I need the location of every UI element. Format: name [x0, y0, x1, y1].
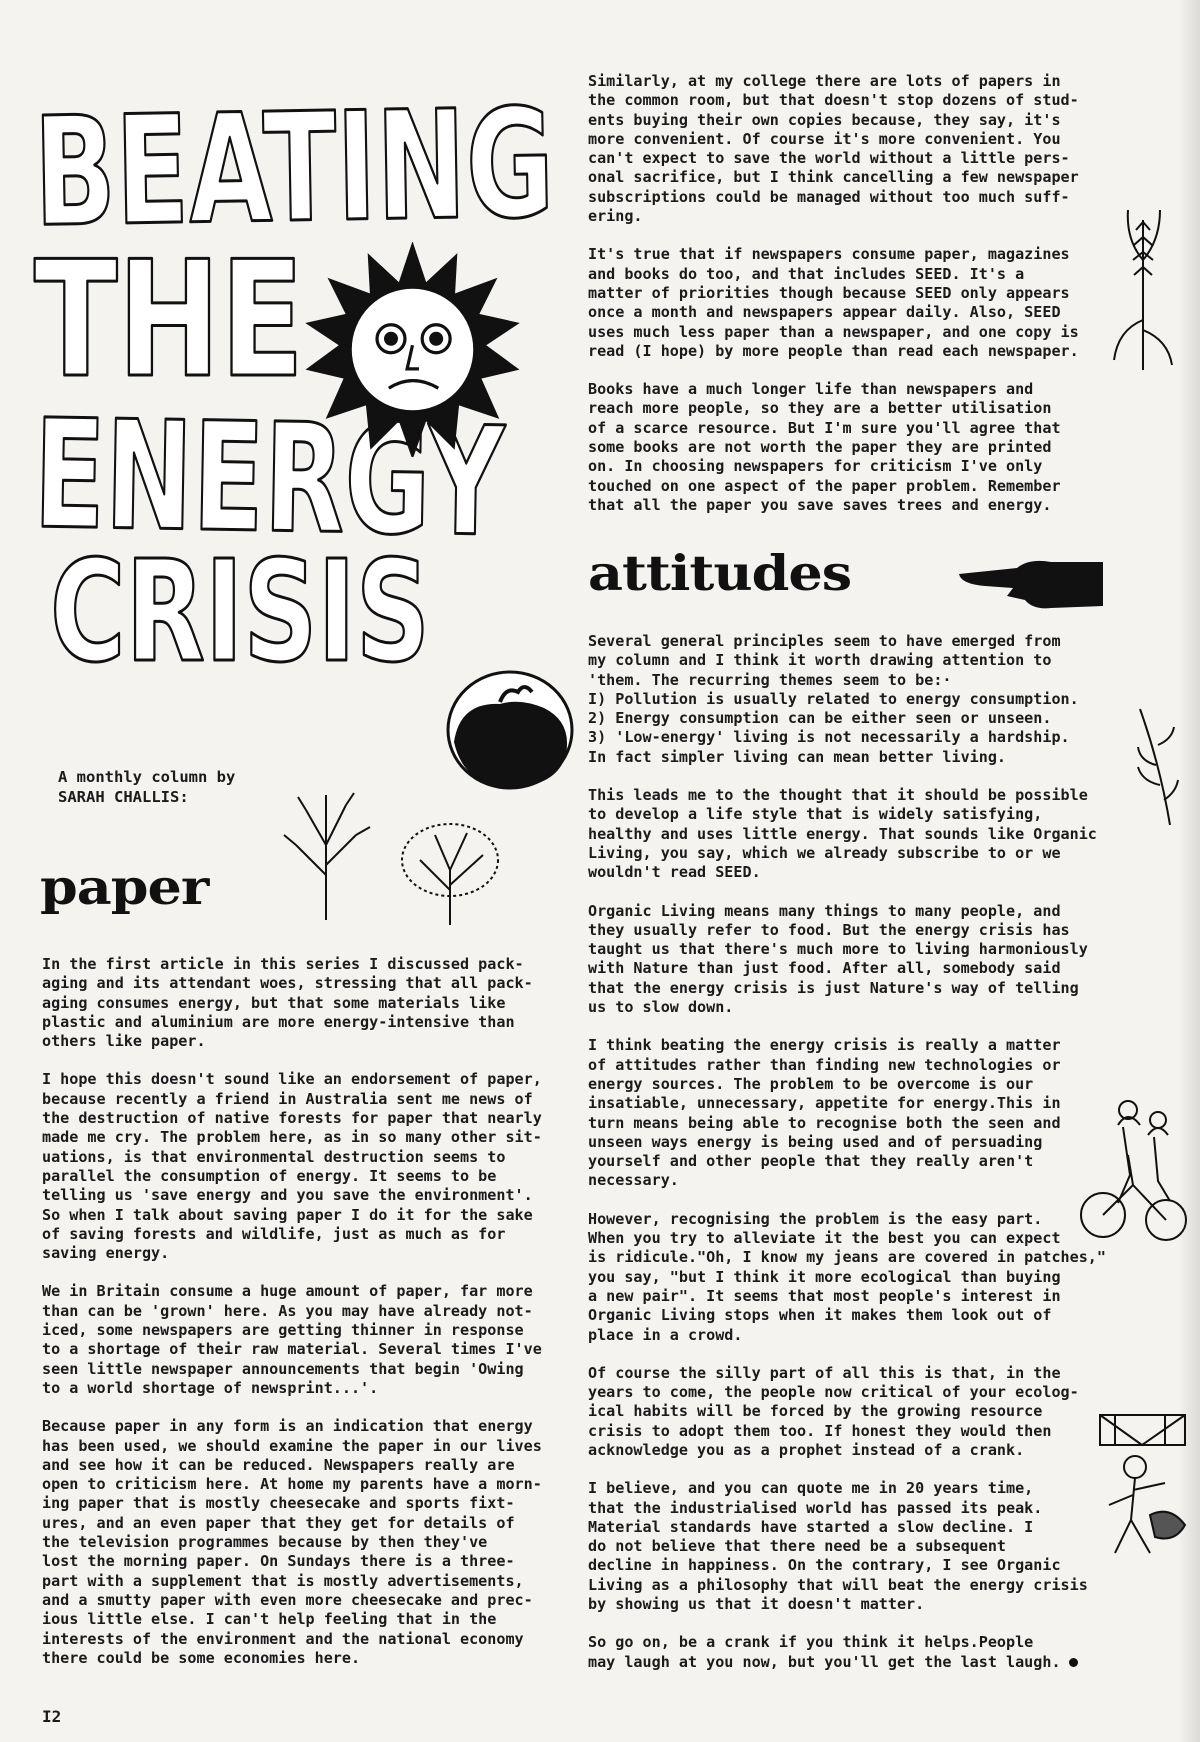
paragraph: Because paper in any form is an indication that energy has been used, we should examine the paper in our lives and see how it can be reduced. Newspapers really are open to criticism here. At home my parents have a morn- ing paper that is mostly cheesecake and sports fixt- ures, and an even paper that they get for details of the television programmes because by then they've lost the morning paper. On Sundays there is a three- part with a supplement that is mostly advertisements, and a smutty paper with even more cheesecake and prec- ious little else. I can't help feeling that in the interests of the environment and the national economy there could be some economies here. [42, 1417, 542, 1667]
paragraph-final [588, 1633, 1128, 1672]
paragraph: It's true that if newspapers consume paper, magazines and books do too, and that includes SEED. It's a matter of priorities though because SEED only appears once a month and newspapers appear daily. Also, SEED uses much less paper than a newspaper, and one copy is read (I hope) by more people than read each newspaper. [588, 245, 1079, 360]
tree-icon [276, 785, 376, 920]
leaf-sprig-icon [1130, 705, 1180, 825]
section-heading-paper: paper [40, 858, 209, 916]
paragraph: Several general principles seem to have emerged from my column and I think it worth drawing attention to 'them. The recurring themes seem to be:· I) Pollution is usually related to energy consumption. 2) Energy consumption can be either seen or unseen. 3) 'Low-energy' living is not necessarily a hardship. In fact simpler living can mean better living. [588, 632, 1079, 766]
sun-face-icon [305, 242, 520, 457]
section-heading-attitudes: attitudes [588, 544, 852, 602]
paragraph: I think beating the energy crisis is really a matter of attitudes rather than finding new technologies or energy sources. The problem to be overcome is our insatiable, unnecessary, appetite for energy.This in turn means being able to recognise both the seen and unseen ways energy is being used and of persuading yourself and other people that they really aren't necessary. [588, 1036, 1061, 1190]
paragraph: However, recognising the problem is the easy part. When you try to alleviate it the best you can expect is ridicule."Oh, I know my jeans are covered in patches," you say, "but I think it more ecological than buying a new pair". It seems that most people's interest in Organic Living stops when it makes them look out of place in a crowd. [588, 1209, 1106, 1344]
headline-line-1: BEATING [32, 73, 600, 261]
pointing-hand-icon [955, 552, 1105, 612]
paragraph: Books have a much longer life than newspapers and reach more people, so they are a better utilisation of a scarce resource. But I'm sure you'll agree that some books are not worth the paper they are printed on. In choosing newspapers for criticism I've only touched on one aspect of the paper problem. Remember that all the paper you save saves trees and energy. [588, 380, 1061, 514]
paragraph: We in Britain consume a huge amount of paper, far more than can be 'grown' here. As you may have already not- iced, some newspapers are getting thinner in response to a shortage of their raw material. Several times I've seen little newspaper announcements that begin 'Owing to a world shortage of newsprint...'. [42, 1282, 542, 1397]
byline: A monthly column by SARAH CHALLIS: [58, 768, 236, 806]
paragraph: In the first article in this series I discussed pack- aging and its attendant woes, stressing that all pack- aging consumes energy, but that some materials like plastic and aluminium are more energy-intensive than others like paper. [42, 955, 533, 1051]
headline-line-3: ENERGY [32, 388, 600, 574]
headline-line-2: THE [34, 226, 304, 413]
page-number: I2 [42, 1707, 62, 1726]
paragraph: Of course the silly part of all this is that, in the years to come, the people now critical of your ecolog- ical habits will be forced by the growing resource crisis to adopt them too. If honest they would then acknowledge you as a prophet instead of a crank. [588, 1363, 1079, 1459]
tree-icon [395, 815, 505, 925]
wheat-icon [1108, 200, 1178, 370]
closing-text: So go on, be a crank if you think it helps.People may laugh at you now, but you'll get the last laugh. [588, 1633, 1061, 1671]
paragraph: I hope this doesn't sound like an endorsement of paper, because recently a friend in Australia sent me news of the destruction of native forests for paper that nearly made me cry. The problem here, as in so many other sit- uations, is that environmental destruction seems to parallel the consumption of energy. It seems to be telling us 'save energy and you save the environment'. So when I talk about saving paper I do it for the sake of saving forests and wildlife, just as much as for saving energy. [42, 1070, 542, 1263]
paragraph: Organic Living means many things to many people, and they usually refer to food. But the energy crisis has taught us that there's much more to living harmoniously with Nature than just food. After all, somebody said that the energy crisis is just Nature's way of telling us to slow down. [588, 901, 1088, 1017]
end-mark-icon [1069, 1658, 1078, 1667]
left-column [42, 955, 582, 1687]
cyclists-illustration [1078, 1085, 1188, 1250]
right-column-top [588, 72, 1128, 534]
right-column-bottom [588, 632, 1128, 1691]
paragraph: This leads me to the thought that it should be possible to develop a life style that is widely satisfying, healthy and uses little energy. That sounds like Organic Living, you say, which we already subscribe to or we wouldn't read SEED. [588, 786, 1097, 882]
tomato-icon [440, 662, 580, 792]
paragraph: Similarly, at my college there are lots of papers in the common room, but that doesn't stop dozens of stud- ents buying their own copies because, they say, it's more convenient. Of course it's more convenient. You can't expect to save the world without a little pers- onal sacrifice, but I think cancelling a few newspaper subscriptions could be managed without too much suff- ering. [588, 72, 1079, 226]
paragraph: I believe, and you can quote me in 20 years time, that the industrialised world has passed its peak. Material standards have started a slow decline. I do not believe that there need be a subsequent decline in happiness. On the contrary, I see Organic Living as a philosophy that will beat the energy crisis by showing us that it doesn't matter. [588, 1479, 1088, 1614]
headline-line-4: CRISIS [50, 531, 430, 694]
farmer-illustration [1095, 1405, 1190, 1555]
